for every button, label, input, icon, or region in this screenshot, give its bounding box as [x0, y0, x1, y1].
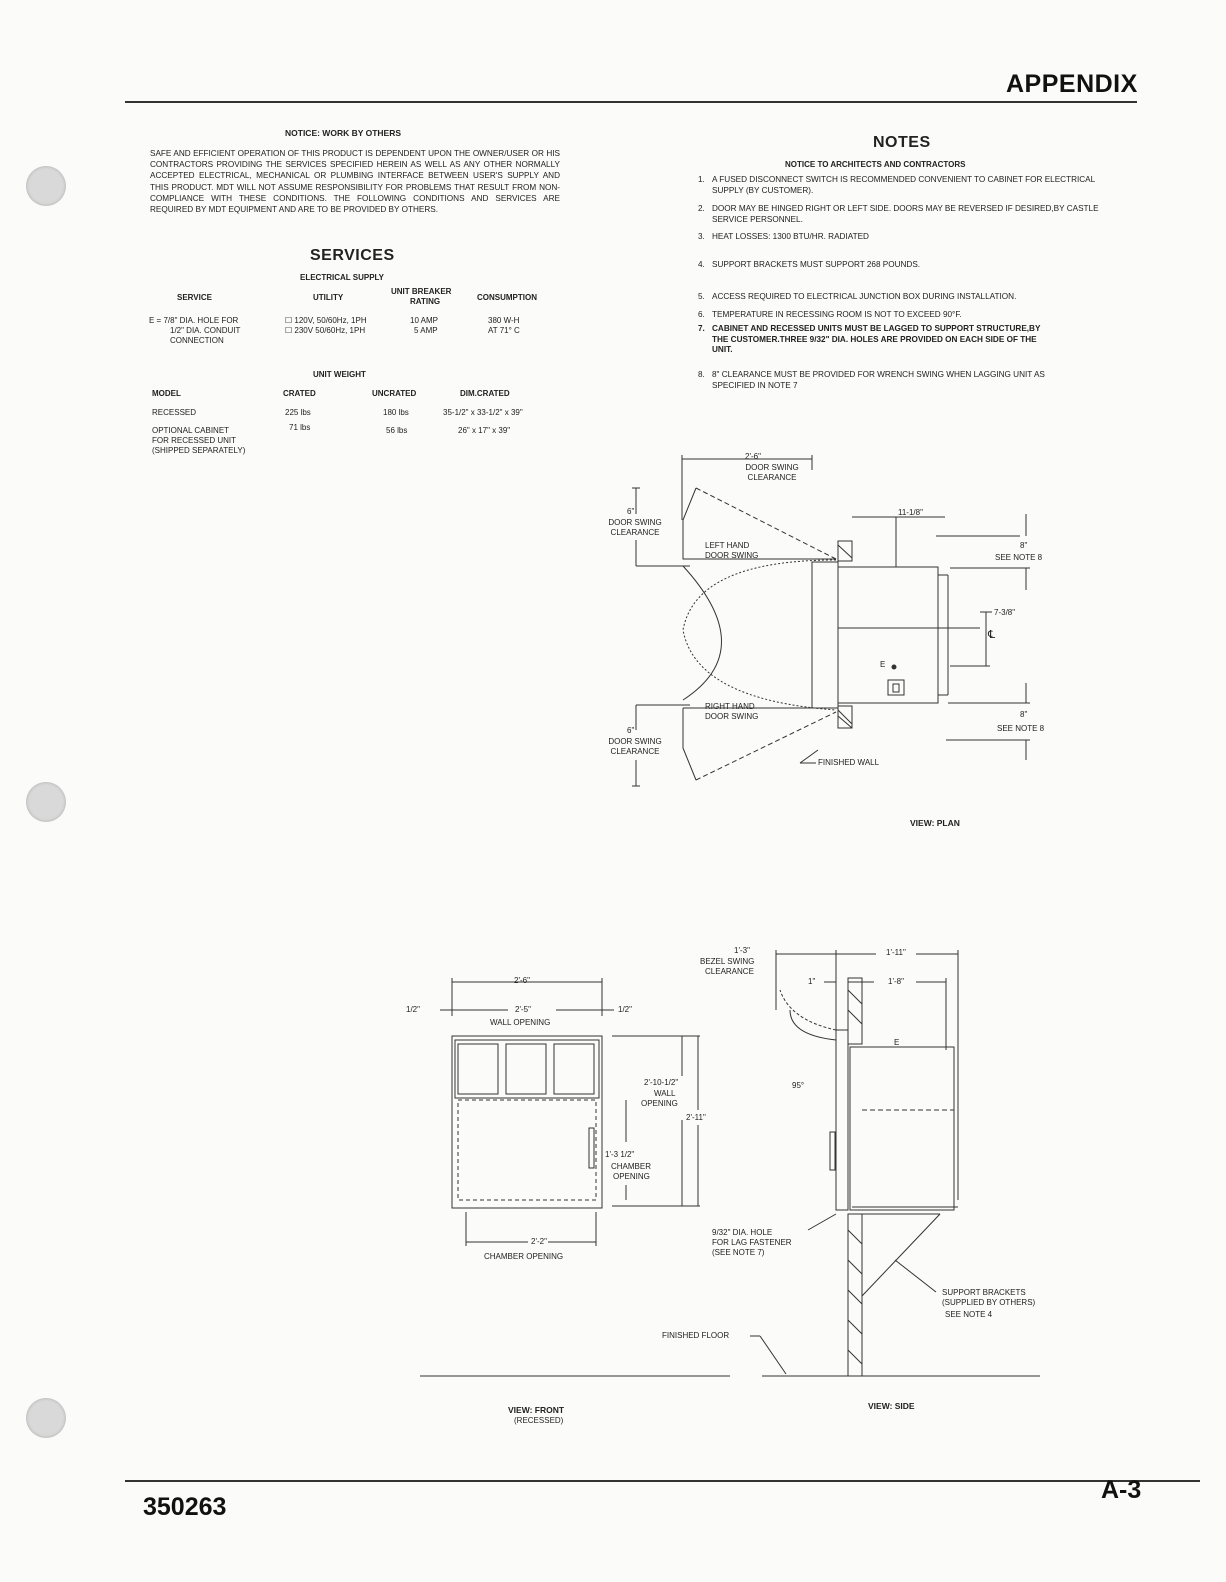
- plan-see-note-8-top: SEE NOTE 8: [995, 553, 1043, 562]
- col-breaker-header-2: RATING: [410, 297, 441, 306]
- breaker-230v: 5 AMP: [414, 326, 438, 335]
- plan-right-hand: RIGHT HAND: [705, 702, 755, 711]
- front-half-right: 1/2": [618, 1005, 632, 1014]
- front-view-label: VIEW: FRONT: [508, 1405, 565, 1415]
- front-wall-label: WALL: [654, 1089, 676, 1098]
- side-bezel-swing: BEZEL SWING: [700, 957, 755, 966]
- side-support-brackets: SUPPORT BRACKETS: [942, 1288, 1026, 1297]
- note-item: 5. ACCESS REQUIRED TO ELECTRICAL JUNCTION BOX DURING INSTALLATION.: [698, 292, 1017, 301]
- consumption-temp: AT 71° C: [488, 326, 520, 335]
- col-crated-header: CRATED: [283, 389, 316, 398]
- side-view-drawing: [750, 950, 958, 1376]
- plan-dim-7: 7-3/8": [994, 608, 1016, 617]
- side-see-note-4: SEE NOTE 4: [945, 1310, 993, 1319]
- plan-left-hand: LEFT HAND: [705, 541, 750, 550]
- row-cabinet-model: OPTIONAL CABINET: [152, 426, 230, 435]
- side-lag-fastener: FOR LAG FASTENER: [712, 1238, 792, 1247]
- front-dim-2-5: 2'-5": [515, 1005, 531, 1014]
- plan-six-in-top: 6": [627, 507, 635, 516]
- services-title: SERVICES: [310, 247, 395, 264]
- plan-six-in-bottom: 6": [627, 726, 635, 735]
- side-angle-95: 95°: [792, 1081, 805, 1090]
- front-dim-2-2: 2'-2": [531, 1237, 547, 1246]
- row-cabinet-model-3: (SHIPPED SEPARATELY): [152, 446, 246, 455]
- notes-subtitle: NOTICE TO ARCHITECTS AND CONTRACTORS: [785, 160, 966, 169]
- side-finished-floor: FINISHED FLOOR: [662, 1331, 730, 1340]
- electrical-supply-title: ELECTRICAL SUPPLY: [300, 273, 385, 282]
- notice-title: NOTICE: WORK BY OTHERS: [285, 128, 402, 138]
- row-cabinet-dim: 26" x 17" x 39": [458, 426, 511, 435]
- plan-clearance-left-bottom: DOOR SWING CLEARANCE: [608, 737, 662, 756]
- front-dim-1-3: 1'-3 1/2": [605, 1150, 635, 1159]
- side-dim-1-8: 1'-8": [888, 977, 904, 986]
- service-line-1: E = 7/8" DIA. HOLE FOR: [149, 316, 239, 325]
- section-title: APPENDIX: [1006, 70, 1138, 98]
- note-item: 2. DOOR MAY BE HINGED RIGHT OR LEFT SIDE. DOORS MAY BE REVERSED IF DESIRED,BY CASTLE SERVICE PERSONNEL.: [698, 204, 1099, 224]
- plan-e-mark: E: [880, 660, 886, 669]
- side-view-label: VIEW: SIDE: [868, 1401, 915, 1411]
- front-dim-2-6: 2'-6": [514, 976, 530, 985]
- consumption-value: 380 W-H: [488, 316, 520, 325]
- side-lag-note: (SEE NOTE 7): [712, 1248, 765, 1257]
- col-utility-header: UTILITY: [313, 293, 344, 302]
- row-cabinet-model-2: FOR RECESSED UNIT: [152, 436, 237, 445]
- note-item: 6. TEMPERATURE IN RECESSING ROOM IS NOT TO EXCEED 90°F.: [698, 310, 962, 319]
- row-recessed-crated: 225 lbs: [285, 408, 311, 417]
- document-number: 350263: [143, 1493, 227, 1521]
- plan-dim-11: 11-1/8": [898, 508, 923, 517]
- plan-finished-wall: FINISHED WALL: [818, 758, 880, 767]
- front-chamber-opening-label: OPENING: [613, 1172, 650, 1181]
- front-dim-2-11: 2'-11": [686, 1113, 706, 1122]
- side-dim-1-3: 1'-3": [734, 946, 750, 955]
- note-item: 4. SUPPORT BRACKETS MUST SUPPORT 268 POUNDS.: [698, 260, 921, 269]
- note-item: 8. 8" CLEARANCE MUST BE PROVIDED FOR WRENCH SWING WHEN LAGGING UNIT AS SPECIFIED IN NOTE 7: [698, 370, 1045, 390]
- plan-dim-8-bottom: 8": [1020, 710, 1028, 719]
- unit-weight-title: UNIT WEIGHT: [313, 370, 366, 379]
- front-wall-opening: WALL OPENING: [490, 1018, 551, 1027]
- plan-centerline: ℄: [988, 629, 996, 641]
- row-recessed-uncrated: 180 lbs: [383, 408, 409, 417]
- plan-door-swing-clearance-top: DOOR SWING CLEARANCE: [745, 463, 799, 482]
- utility-230v: ☐ 230V 50/60Hz, 1PH: [285, 326, 366, 335]
- plan-dim-2-6: 2'-6": [745, 452, 761, 461]
- col-uncrated-header: UNCRATED: [372, 389, 417, 398]
- notice-body: SAFE AND EFFICIENT OPERATION OF THIS PRODUCT IS DEPENDENT UPON THE OWNER/USER OR HIS CONTRACTORS PROVIDING THE SERVICES SPECIFIED HEREIN AS WELL AS ANY OTHER NORMALLY ACCEPTED ELECTRICAL, MECHANICAL OR PLUMBING INTERFACE BETWEEN USER'S SUPPLY AND THIS PRODUCT. MDT WILL NOT ASSUME RESPONSIBILITY FOR PROBLEMS THAT RESULT FROM NON-COMPLIANCE WITH THESE CONDITIONS. THE FOLLOWING CONDITIONS AND SERVICES ARE REQUIRED BY MDT EQUIPMENT AND ARE TO BE PROVIDED BY OTHERS.: [150, 149, 560, 215]
- note-item: 1. A FUSED DISCONNECT SWITCH IS RECOMMENDED CONVENIENT TO CABINET FOR ELECTRICAL SUPPLY (BY CUSTOMER).: [698, 175, 1095, 195]
- col-consumption-header: CONSUMPTION: [477, 293, 537, 302]
- plan-view-drawing: [632, 455, 1030, 786]
- front-opening-label: OPENING: [641, 1099, 678, 1108]
- side-lag-hole: 9/32" DIA. HOLE: [712, 1228, 773, 1237]
- plan-clearance-left-top: DOOR SWING CLEARANCE: [608, 518, 662, 537]
- front-dim-2-10: 2'-10-1/2": [644, 1078, 679, 1087]
- front-half-left: 1/2": [406, 1005, 420, 1014]
- plan-see-note-8-bottom: SEE NOTE 8: [997, 724, 1045, 733]
- side-bezel-clearance: CLEARANCE: [705, 967, 754, 976]
- front-view-sublabel: (RECESSED): [514, 1416, 564, 1425]
- utility-120v: ☐ 120V, 50/60Hz, 1PH: [285, 316, 367, 325]
- row-cabinet-crated: 71 lbs: [289, 423, 311, 432]
- service-line-3: CONNECTION: [170, 336, 224, 345]
- row-cabinet-uncrated: 56 lbs: [386, 426, 408, 435]
- plan-dim-8-top: 8": [1020, 541, 1028, 550]
- notes-title: NOTES: [873, 134, 931, 151]
- col-model-header: MODEL: [152, 389, 181, 398]
- breaker-120v: 10 AMP: [410, 316, 439, 325]
- front-chamber-opening: CHAMBER OPENING: [484, 1252, 564, 1261]
- col-breaker-header-1: UNIT BREAKER: [391, 287, 452, 296]
- side-e-mark: E: [894, 1038, 900, 1047]
- row-recessed-model: RECESSED: [152, 408, 197, 417]
- note-item: 7. CABINET AND RECESSED UNITS MUST BE LAGGED TO SUPPORT STRUCTURE,BY THE CUSTOMER.THREE 9/32" DIA. HOLES ARE PROVIDED ON EACH SIDE OF THE UNIT.: [698, 324, 1041, 354]
- front-view-drawing: [440, 978, 700, 1246]
- col-service-header: SERVICE: [177, 293, 212, 302]
- page-number: A-3: [1101, 1476, 1142, 1504]
- row-recessed-dim: 35-1/2" x 33-1/2" x 39": [443, 408, 523, 417]
- plan-view-label: VIEW: PLAN: [910, 818, 960, 828]
- side-dim-1: 1": [808, 977, 816, 986]
- plan-left-hand-2: DOOR SWING: [705, 551, 759, 560]
- side-supplied-by-others: (SUPPLIED BY OTHERS): [942, 1298, 1036, 1307]
- col-dim-header: DIM.CRATED: [460, 389, 510, 398]
- plan-right-hand-2: DOOR SWING: [705, 712, 759, 721]
- service-line-2: 1/2" DIA. CONDUIT: [170, 326, 241, 335]
- side-dim-1-11: 1'-11": [886, 948, 906, 957]
- note-item: 3. HEAT LOSSES: 1300 BTU/HR. RADIATED: [698, 232, 869, 241]
- front-chamber-label: CHAMBER: [611, 1162, 652, 1171]
